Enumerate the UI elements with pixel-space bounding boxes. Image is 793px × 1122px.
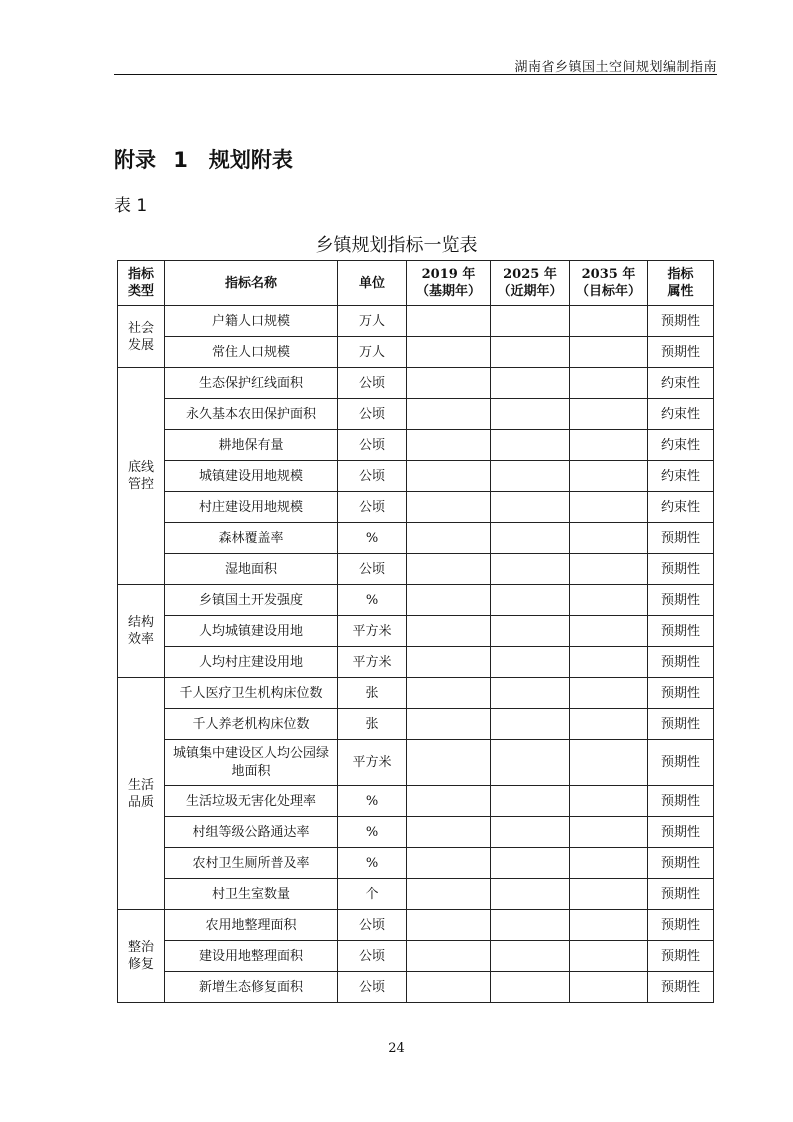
- value-2025-cell: [491, 848, 570, 879]
- attribute-cell: 约束性: [648, 399, 714, 430]
- attribute-cell: 预期性: [648, 616, 714, 647]
- attribute-cell: 预期性: [648, 554, 714, 585]
- indicator-type-text: 效率: [127, 632, 154, 647]
- value-2035-cell: [570, 430, 648, 461]
- column-header: 单位: [338, 261, 407, 306]
- value-2019-cell: [407, 616, 491, 647]
- unit-cell: 公顷: [338, 368, 407, 399]
- indicator-type-cell: [118, 306, 165, 368]
- attribute-cell: 约束性: [648, 430, 714, 461]
- indicator-name-cell: 常住人口规模: [165, 337, 338, 368]
- value-2019-cell: [407, 306, 491, 337]
- indicators-table: [117, 260, 714, 1003]
- attribute-cell: 预期性: [648, 306, 714, 337]
- attribute-cell: 预期性: [648, 647, 714, 678]
- indicator-type-text: 整治: [127, 940, 154, 955]
- value-2019-cell: [407, 817, 491, 848]
- indicator-type-text: 修复: [127, 957, 154, 972]
- table-row: [118, 786, 714, 817]
- indicator-name-cell: 森林覆盖率: [165, 523, 338, 554]
- value-2025-cell: [491, 972, 570, 1003]
- value-2035-cell: [570, 585, 648, 616]
- column-header: 2019 年 （基期年）: [407, 261, 491, 306]
- value-2019-cell: [407, 678, 491, 709]
- value-2025-cell: [491, 368, 570, 399]
- column-header: 2035 年 （目标年）: [570, 261, 648, 306]
- appendix-title: 附录 1 规划附表: [114, 148, 293, 172]
- value-2025-cell: [491, 399, 570, 430]
- indicator-name-cell: 农村卫生厕所普及率: [165, 848, 338, 879]
- indicator-type-text: 底线: [127, 460, 154, 475]
- unit-cell: %: [338, 523, 407, 554]
- column-header: 指标 类型: [118, 261, 165, 306]
- value-2035-cell: [570, 647, 648, 678]
- value-2035-cell: [570, 678, 648, 709]
- value-2035-cell: [570, 616, 648, 647]
- value-2019-cell: [407, 647, 491, 678]
- attribute-cell: 预期性: [648, 523, 714, 554]
- unit-cell: 个: [338, 879, 407, 910]
- indicator-name-cell: 人均村庄建设用地: [165, 647, 338, 678]
- indicator-type-text: 社会: [127, 320, 154, 336]
- indicator-name-cell: 耕地保有量: [165, 430, 338, 461]
- indicator-name-cell: 村庄建设用地规模: [165, 492, 338, 523]
- value-2025-cell: [491, 554, 570, 585]
- indicator-type-text: 发展: [127, 337, 154, 353]
- running-header: 湖南省乡镇国土空间规划编制指南: [514, 60, 717, 75]
- attribute-cell: 约束性: [648, 461, 714, 492]
- attribute-cell: 预期性: [648, 817, 714, 848]
- value-2019-cell: [407, 972, 491, 1003]
- value-2035-cell: [570, 786, 648, 817]
- value-2025-cell: [491, 709, 570, 740]
- unit-cell: 公顷: [338, 910, 407, 941]
- value-2025-cell: [491, 740, 570, 786]
- unit-cell: 公顷: [338, 492, 407, 523]
- value-2019-cell: [407, 492, 491, 523]
- value-2019-cell: [407, 554, 491, 585]
- attribute-cell: 约束性: [648, 492, 714, 523]
- value-2019-cell: [407, 368, 491, 399]
- value-2035-cell: [570, 554, 648, 585]
- value-2025-cell: [491, 523, 570, 554]
- table-body: [118, 306, 714, 1003]
- value-2019-cell: [407, 740, 491, 786]
- value-2019-cell: [407, 523, 491, 554]
- value-2025-cell: [491, 678, 570, 709]
- table-row: [118, 554, 714, 585]
- table-caption: 乡镇规划指标一览表: [315, 235, 478, 256]
- indicator-name-cell: 农用地整理面积: [165, 910, 338, 941]
- value-2025-cell: [491, 430, 570, 461]
- column-header: 指标名称: [165, 261, 338, 306]
- value-2035-cell: [570, 709, 648, 740]
- value-2019-cell: [407, 430, 491, 461]
- table-row: [118, 848, 714, 879]
- indicator-name-cell: 生态保护红线面积: [165, 368, 338, 399]
- value-2019-cell: [407, 399, 491, 430]
- indicator-type-cell: [118, 368, 165, 585]
- value-2019-cell: [407, 848, 491, 879]
- attribute-cell: 预期性: [648, 972, 714, 1003]
- attribute-cell: 预期性: [648, 740, 714, 786]
- unit-cell: 公顷: [338, 399, 407, 430]
- unit-cell: 平方米: [338, 740, 407, 786]
- indicator-type-text: 生活: [127, 777, 154, 793]
- value-2035-cell: [570, 910, 648, 941]
- value-2035-cell: [570, 492, 648, 523]
- page-number: 24: [388, 1041, 405, 1056]
- value-2019-cell: [407, 941, 491, 972]
- table-label: 表 1: [114, 196, 148, 216]
- unit-cell: 平方米: [338, 647, 407, 678]
- indicator-type-text: 管控: [127, 477, 154, 492]
- indicator-name-cell: 人均城镇建设用地: [165, 616, 338, 647]
- table-header-row: [118, 261, 714, 306]
- attribute-cell: 预期性: [648, 941, 714, 972]
- value-2035-cell: [570, 399, 648, 430]
- indicator-type-cell: [118, 910, 165, 1003]
- unit-cell: 张: [338, 678, 407, 709]
- table-row: [118, 941, 714, 972]
- value-2019-cell: [407, 585, 491, 616]
- indicator-name-cell: 湿地面积: [165, 554, 338, 585]
- unit-cell: 公顷: [338, 972, 407, 1003]
- value-2019-cell: [407, 337, 491, 368]
- attribute-cell: 预期性: [648, 678, 714, 709]
- column-header: 2025 年 （近期年）: [491, 261, 570, 306]
- value-2019-cell: [407, 786, 491, 817]
- unit-cell: %: [338, 848, 407, 879]
- attribute-cell: 预期性: [648, 709, 714, 740]
- table-row: [118, 306, 714, 337]
- attribute-cell: 预期性: [648, 879, 714, 910]
- table-row: [118, 709, 714, 740]
- value-2035-cell: [570, 941, 648, 972]
- unit-cell: %: [338, 817, 407, 848]
- indicator-name-cell: 千人养老机构床位数: [165, 709, 338, 740]
- value-2035-cell: [570, 817, 648, 848]
- indicator-type-cell: [118, 678, 165, 910]
- indicator-name-cell: 乡镇国土开发强度: [165, 585, 338, 616]
- value-2025-cell: [491, 817, 570, 848]
- table-row: [118, 430, 714, 461]
- unit-cell: 公顷: [338, 941, 407, 972]
- value-2035-cell: [570, 523, 648, 554]
- table-row: [118, 368, 714, 399]
- attribute-cell: 预期性: [648, 585, 714, 616]
- table-row: [118, 492, 714, 523]
- indicator-name-cell: 建设用地整理面积: [165, 941, 338, 972]
- value-2025-cell: [491, 461, 570, 492]
- attribute-cell: 约束性: [648, 368, 714, 399]
- header-rule: [114, 74, 717, 75]
- value-2035-cell: [570, 337, 648, 368]
- value-2035-cell: [570, 972, 648, 1003]
- indicator-type-text: 品质: [127, 794, 154, 810]
- indicator-type-text: 结构: [127, 615, 154, 630]
- table-row: [118, 678, 714, 709]
- table-row: [118, 461, 714, 492]
- value-2025-cell: [491, 879, 570, 910]
- table-row: [118, 910, 714, 941]
- value-2035-cell: [570, 306, 648, 337]
- value-2019-cell: [407, 709, 491, 740]
- value-2025-cell: [491, 786, 570, 817]
- value-2025-cell: [491, 647, 570, 678]
- indicator-name-cell: 永久基本农田保护面积: [165, 399, 338, 430]
- unit-cell: 万人: [338, 337, 407, 368]
- table-row: [118, 337, 714, 368]
- unit-cell: 公顷: [338, 430, 407, 461]
- table-row: [118, 740, 714, 786]
- value-2025-cell: [491, 306, 570, 337]
- indicator-name-cell: 城镇集中建设区人均公园绿地面积: [165, 740, 338, 786]
- table-row: [118, 879, 714, 910]
- unit-cell: %: [338, 585, 407, 616]
- value-2025-cell: [491, 337, 570, 368]
- attribute-cell: 预期性: [648, 337, 714, 368]
- unit-cell: 公顷: [338, 461, 407, 492]
- value-2035-cell: [570, 740, 648, 786]
- table-row: [118, 523, 714, 554]
- value-2025-cell: [491, 941, 570, 972]
- indicator-name-cell: 户籍人口规模: [165, 306, 338, 337]
- indicator-name-cell: 千人医疗卫生机构床位数: [165, 678, 338, 709]
- indicator-name-cell: 新增生态修复面积: [165, 972, 338, 1003]
- value-2025-cell: [491, 585, 570, 616]
- unit-cell: 平方米: [338, 616, 407, 647]
- attribute-cell: 预期性: [648, 910, 714, 941]
- indicator-name-cell: 村组等级公路通达率: [165, 817, 338, 848]
- value-2035-cell: [570, 461, 648, 492]
- value-2035-cell: [570, 368, 648, 399]
- value-2025-cell: [491, 492, 570, 523]
- value-2035-cell: [570, 879, 648, 910]
- unit-cell: 张: [338, 709, 407, 740]
- table-row: [118, 647, 714, 678]
- indicator-name-cell: 村卫生室数量: [165, 879, 338, 910]
- indicator-name-cell: 城镇建设用地规模: [165, 461, 338, 492]
- unit-cell: 万人: [338, 306, 407, 337]
- value-2019-cell: [407, 879, 491, 910]
- indicator-type-cell: [118, 585, 165, 678]
- column-header: 指标 属性: [648, 261, 714, 306]
- table-row: [118, 972, 714, 1003]
- table-row: [118, 585, 714, 616]
- value-2025-cell: [491, 616, 570, 647]
- value-2035-cell: [570, 848, 648, 879]
- indicator-name-cell: 生活垃圾无害化处理率: [165, 786, 338, 817]
- attribute-cell: 预期性: [648, 786, 714, 817]
- value-2019-cell: [407, 910, 491, 941]
- value-2025-cell: [491, 910, 570, 941]
- unit-cell: %: [338, 786, 407, 817]
- table-row: [118, 399, 714, 430]
- attribute-cell: 预期性: [648, 848, 714, 879]
- value-2019-cell: [407, 461, 491, 492]
- unit-cell: 公顷: [338, 554, 407, 585]
- table-row: [118, 616, 714, 647]
- table-row: [118, 817, 714, 848]
